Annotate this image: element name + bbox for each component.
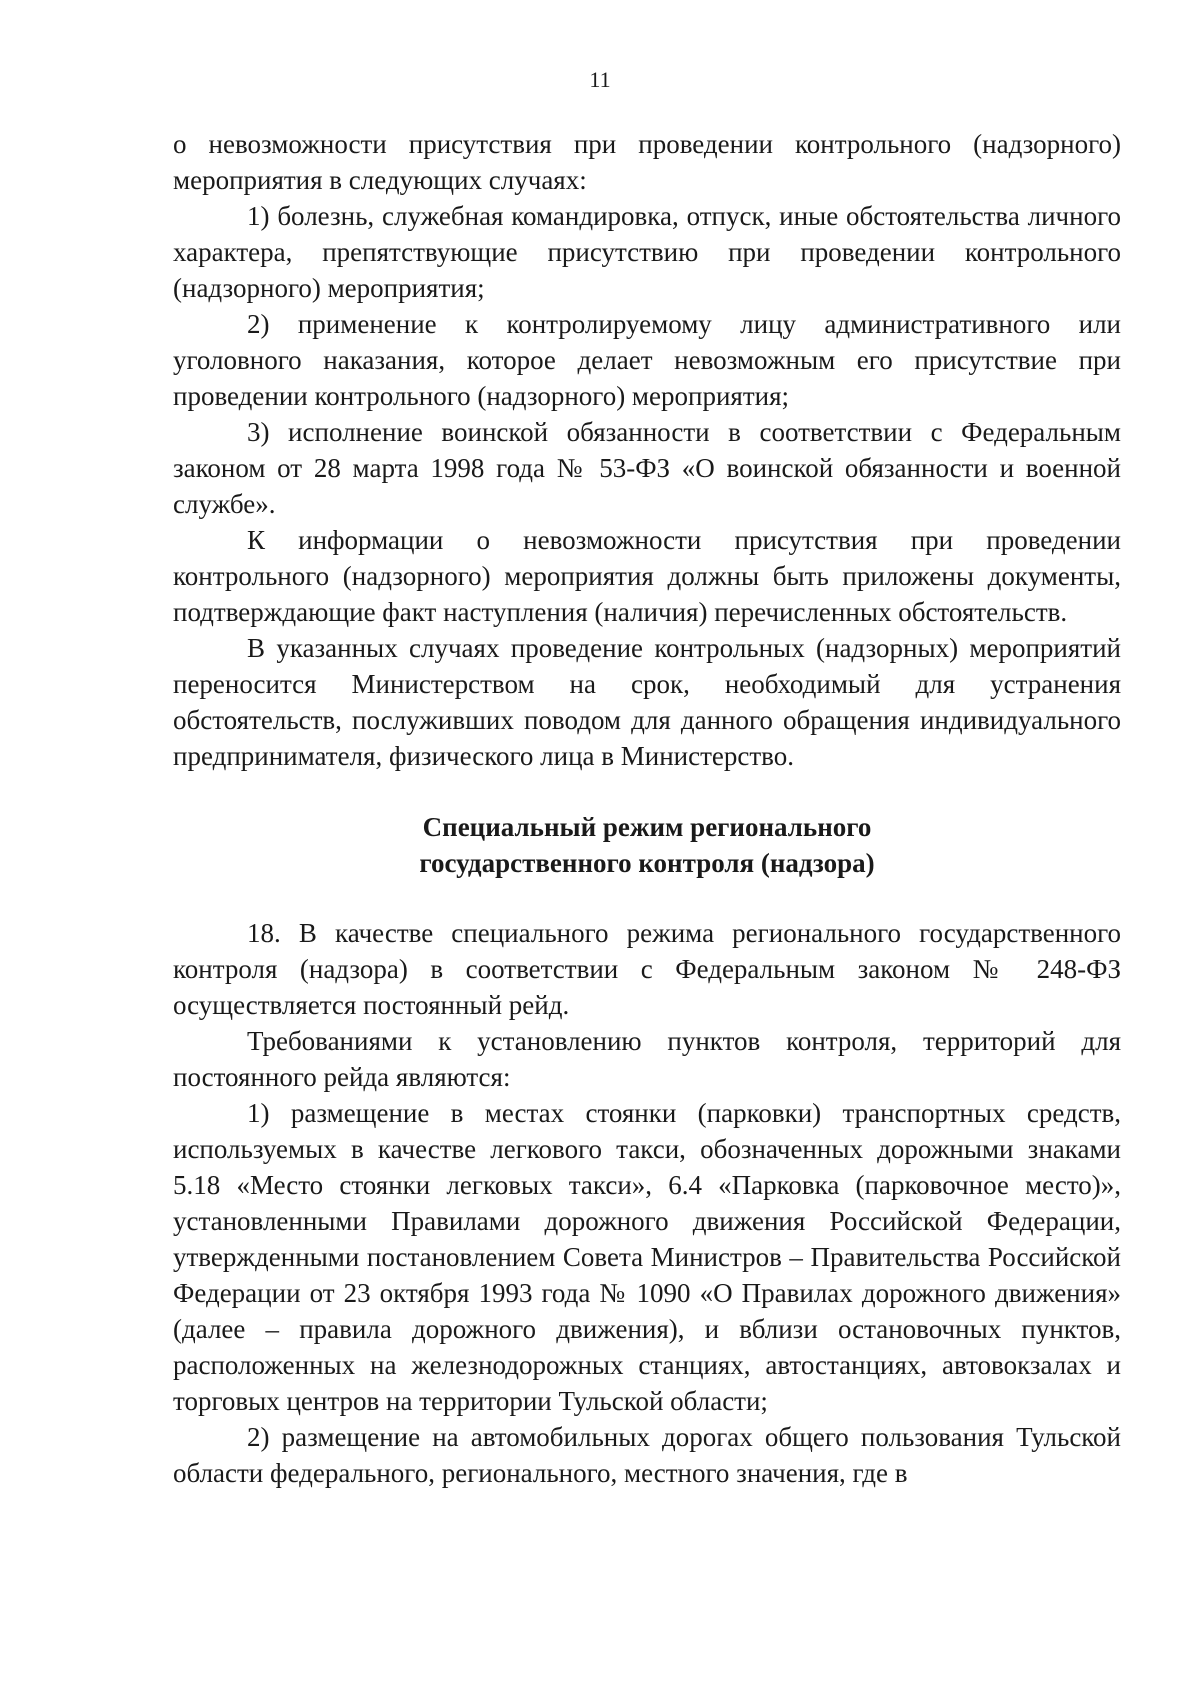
requirement-item-1: 1) размещение в местах стоянки (парковки) транспортных средств, используемых в качестве легкового такси, обозначенных дорожными знаками 5.18 «Место стоянки легковых такси», 6.4 «Парковка (парковочное место)», установленными Правилами дорожного движения Российской Федерации, утвержденными постановлением Совета Министров – Правительства Российской Федерации от 23 октября 1993 года № 1090 «О Правилах дорожного движения» (далее – правила дорожного движения), и вблизи остановочных пунктов, расположенных на железнодорожных станциях, автостанциях, автовокзалах и торговых центров на территории Тульской области; <box>173 1098 1121 1416</box>
list-item-1: 1) болезнь, служебная командировка, отпуск, иные обстоятельства личного характера, препятствующие присутствию при проведении контрольного (надзорного) мероприятия; <box>173 201 1121 303</box>
section-heading-line-1: Специальный режим регионального <box>422 812 872 842</box>
requirement-item-2: 2) размещение на автомобильных дорогах общего пользования Тульской области федерального, регионального, местного значения, где в <box>173 1422 1121 1488</box>
page-number: 11 <box>589 67 611 92</box>
paragraph-postponement: В указанных случаях проведение контрольных (надзорных) мероприятий переносится Министерством на срок, необходимый для устранения обстоятельств, послуживших поводом для данного обращения индивидуального предпринимателя, физического лица в Министерство. <box>173 633 1121 771</box>
list-item-2: 2) применение к контролируемому лицу административного или уголовного наказания, которое делает невозможным его присутствие при проведении контрольного (надзорного) мероприятия; <box>173 309 1121 411</box>
document-body <box>173 126 1121 1491</box>
paragraph-continuation: о невозможности присутствия при проведении контрольного (надзорного) мероприятия в следующих случаях: <box>173 129 1121 195</box>
paragraph-documents: К информации о невозможности присутствия при проведении контрольного (надзорного) мероприятия должны быть приложены документы, подтверждающие факт наступления (наличия) перечисленных обстоятельств. <box>173 525 1121 627</box>
list-item-3: 3) исполнение воинской обязанности в соответствии с Федеральным законом от 28 марта 1998 года № 53-ФЗ «О воинской обязанности и военной службе». <box>173 417 1121 519</box>
section-heading <box>173 809 1121 881</box>
section-heading-line-2: государственного контроля (надзора) <box>419 848 875 878</box>
paragraph-18: 18. В качестве специального режима регионального государственного контроля (надзора) в соответствии с Федеральным законом № 248-ФЗ осуществляется постоянный рейд. <box>173 918 1121 1020</box>
paragraph-requirements: Требованиями к установлению пунктов контроля, территорий для постоянного рейда являются: <box>173 1026 1121 1092</box>
